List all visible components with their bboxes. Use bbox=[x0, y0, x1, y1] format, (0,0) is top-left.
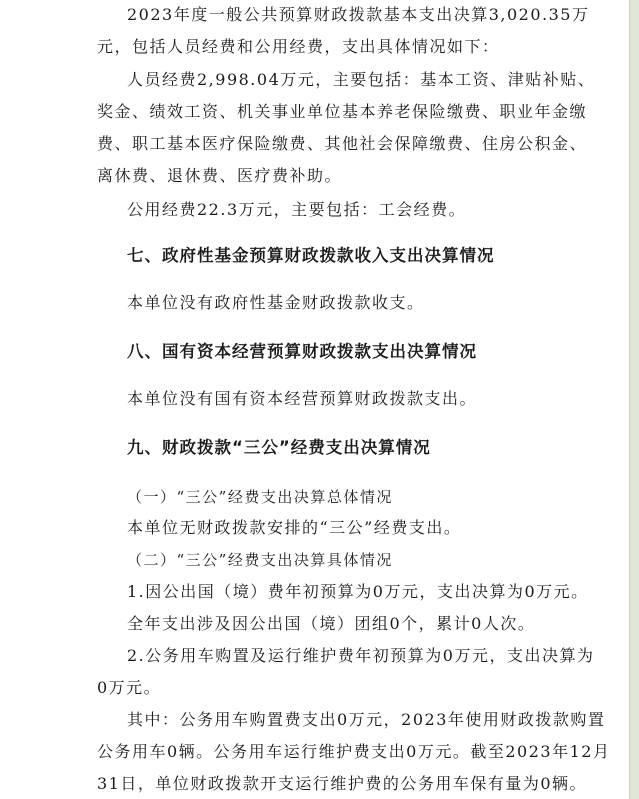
detail-line-1: 其中：公务用车购置费支出0万元，2023年使用财政拨款购置 bbox=[127, 710, 606, 729]
section-7-heading: 七、政府性基金预算财政拨款收入支出决算情况 bbox=[127, 246, 495, 265]
section-8-text: 本单位没有国有资本经营预算财政拨款支出。 bbox=[127, 389, 478, 408]
item-2-line-2: 0万元。 bbox=[97, 678, 162, 697]
public-expense-line: 公用经费22.3万元，主要包括：工会经费。 bbox=[127, 200, 467, 219]
section-9-heading: 九、财政拨款“三公”经费支出决算情况 bbox=[127, 438, 431, 457]
subsection-1-text: 本单位无财政拨款安排的“三公”经费支出。 bbox=[127, 518, 462, 537]
detail-line-2: 公务用车0辆。公务用车运行维护费支出0万元。截至2023年12月 bbox=[97, 742, 611, 761]
section-8-heading: 八、国有资本经营预算财政拨款支出决算情况 bbox=[127, 342, 477, 361]
item-1-line-2: 全年支出涉及因公出国（境）团组0个，累计0人次。 bbox=[127, 614, 536, 633]
item-1-line-1: 1.因公出国（境）费年初预算为0万元，支出决算为0万元。 bbox=[127, 582, 589, 601]
window-frame-edge bbox=[629, 0, 639, 799]
personnel-line-4: 离休费、退休费、医疗费补助。 bbox=[97, 166, 343, 185]
summary-line-1: 2023年度一般公共预算财政拨款基本支出决算3,020.35万 bbox=[127, 5, 590, 24]
personnel-line-2: 奖金、绩效工资、机关事业单位基本养老保险缴费、职业年金缴 bbox=[97, 102, 588, 121]
personnel-line-1: 人员经费2,998.04万元，主要包括：基本工资、津贴补贴、 bbox=[127, 70, 596, 89]
personnel-line-3: 费、职工基本医疗保险缴费、其他社会保障缴费、住房公积金、 bbox=[97, 134, 588, 153]
subsection-1-heading: （一）“三公”经费支出决算总体情况 bbox=[127, 488, 393, 506]
detail-line-3: 31日，单位财政拨款开支运行维护费的公务用车保有量为0辆。 bbox=[97, 774, 588, 793]
summary-line-2: 元，包括人员经费和公用经费，支出具体情况如下： bbox=[97, 37, 500, 56]
subsection-2-heading: （二）“三公”经费支出决算具体情况 bbox=[127, 551, 393, 569]
section-7-text: 本单位没有政府性基金财政拨款收支。 bbox=[127, 293, 425, 312]
item-2-line-1: 2.公务用车购置及运行维护费年初预算为0万元，支出决算为 bbox=[127, 646, 595, 665]
